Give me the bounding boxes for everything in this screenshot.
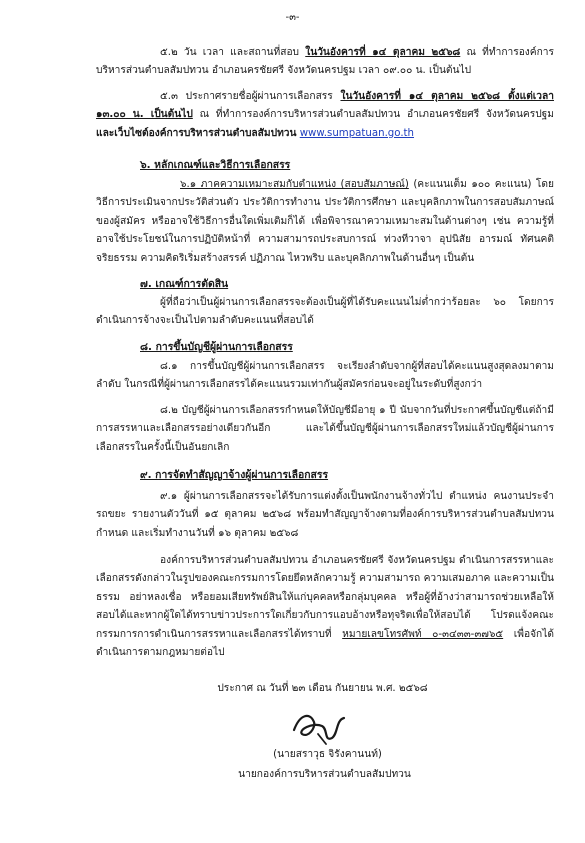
website-link[interactable]: www.sumpatuan.go.th bbox=[299, 127, 415, 139]
notice-post: เพื่อจักได้ดำเนินการตามกฎหมายต่อไป bbox=[96, 628, 554, 659]
notice-phone: หมายเลขโทรศัพท์ ๐-๓๔๓๓-๓๗๖๕ bbox=[342, 628, 504, 640]
s61-rest: (คะแนนเต็ม ๑๐๐ คะแนน) โดยวิธีการประเมินจากประวัติส่วนตัว ประวัติการทำงาน ประวัติการศึกษา และบุคลิกภาพในการสอบสัมภาษณ์ของผู้สมัคร หรืออาจใช้วิธีการอื่นใดเพิ่มเติมก็ได้ เพื่อพิจารณาความเหมาะสมในด้านต่างๆ เช่น ความรู้ที่อาจใช้ประโยชน์ในการปฏิบัติหน้าที่ ความสามารถประสบการณ์ ท่วงทีวาจา อุปนิสัย อารมณ์ ทัศนคติ จริยธรรม ความคิดริเริ่มสร้างสรรค์ ปฏิภาณ ไหวพริบ และบุคลิกภาพในด้านอื่นๆ เป็นต้น bbox=[96, 179, 554, 264]
s53-when: ในวันอังคารที่ ๑๔ ตุลาคม ๒๕๖๘ ตั้งแต่เวลา ๑๓.๐๐ น. เป็นต้นไป bbox=[96, 91, 554, 121]
notice-paragraph bbox=[96, 552, 554, 662]
s52-when: ในวันอังคารที่ ๑๔ ตุลาคม ๒๕๖๘ bbox=[305, 47, 461, 58]
s61-title: ๖.๑ ภาคความเหมาะสมกับตำแหน่ง (สอบสัมภาษณ์) bbox=[180, 179, 409, 190]
signer-title: นายกองค์การบริหารส่วนตำบลสัมปทวน bbox=[238, 769, 411, 780]
heading-9: ๙. การจัดทำสัญญาจ้างผู้ผ่านการเลือกสรร bbox=[140, 469, 329, 481]
notice-pre: องค์การบริหารส่วนตำบลสัมปทวน อำเภอนครชัยศรี จังหวัดนครปฐม ดำเนินการสรรหาและเลือกสรรดังกล่าวในรูปของคณะกรรมการโดยยึดหลักความรู้ ความสามารถ ความเสมอภาค และความเป็นธรรม อย่าหลงเชื่อ หรือยอมเสียทรัพย์สินให้แก่บุคคลหรือกลุ่มบุคคล หรือผู้ที่อ้างว่าสามารถช่วยเหลือให้สอบได้และหากผู้ใดได้ทราบข่าวประการใดเกี่ยวกับการแอบอ้างหรือทุจริตเพื่อให้สอบได้ โปรดแจ้งคณะกรรมการการดำเนินการสรรหาและเลือกสรรได้ทราบที่ bbox=[96, 555, 554, 640]
s52-post: ณ ที่ทำการองค์การบริหารส่วนตำบลสัมปทวน อำเภอนครชัยศรี จังหวัดนครปฐม เวลา ๐๙.๐๐ น. เป็นต้นไป bbox=[96, 47, 554, 77]
page-number: -๓- bbox=[285, 12, 300, 23]
section-6-1 bbox=[96, 176, 554, 268]
s53-mid: ณ ที่ทำการองค์การบริหารส่วนตำบลสัมปทวน อำเภอนครชัยศรี จังหวัดนครปฐม bbox=[199, 109, 554, 121]
heading-8: ๘. การขึ้นบัญชีผู้ผ่านการเลือกสรร bbox=[140, 341, 293, 353]
signer-name: (นายสราวุธ จิรังคานนท์) bbox=[273, 749, 382, 760]
s52-pre: ๕.๒ วัน เวลา และสถานที่สอบ bbox=[160, 47, 300, 58]
heading-6: ๖. หลักเกณฑ์และวิธีการเลือกสรร bbox=[140, 159, 291, 171]
s53-pre: ๕.๓ ประกาศรายชื่อผู้ผ่านการเลือกสรร bbox=[160, 91, 333, 102]
section-7: ผู้ที่ถือว่าเป็นผู้ผ่านการเลือกสรรจะต้องเป็นผู้ที่ได้รับคะแนนไม่ต่ำกว่าร้อยละ ๖๐ โดยการดำเนินการจ้างจะเป็นไปตามลำดับคะแนนที่สอบได้ bbox=[96, 297, 554, 327]
section-5-3 bbox=[96, 88, 554, 143]
signature-image bbox=[288, 708, 348, 748]
section-8-1: ๘.๑ การขึ้นบัญชีผู้ผ่านการเลือกสรร จะเรียงลำดับจากผู้ที่สอบได้คะแนนสูงสุดลงมาตามลำดับ ในกรณีที่ผู้ผ่านการเลือกสรรได้คะแนนรวมเท่ากันผู้สมัครก่อนจะอยู่ในระดับที่สูงกว่า bbox=[96, 361, 554, 391]
announce-date: ประกาศ ณ วันที่ ๒๓ เดือน กันยายน พ.ศ. ๒๕๖๘ bbox=[217, 683, 428, 694]
section-9-1: ๙.๑ ผู้ผ่านการเลือกสรรจะได้รับการแต่งตั้งเป็นพนักงานจ้างทั่วไป ตำแหน่ง คนงานประจำรถขยะ รายงานตัววันที่ ๑๕ ตุลาคม ๒๕๖๘ พร้อมทำสัญญาจ้างตามที่องค์การบริหารส่วนตำบลสัมปทวนกำหนด และเริ่มทำงานวันที่ ๑๖ ตุลาคม ๒๕๖๘ bbox=[96, 491, 554, 539]
section-8-2: ๘.๒ บัญชีผู้ผ่านการเลือกสรรกำหนดให้บัญชีมีอายุ ๑ ปี นับจากวันที่ประกาศขึ้นบัญชีแต่ถ้ามีการสรรหาและเลือกสรรอย่างเดียวกันอีก และได้ขึ้นบัญชีผู้ผ่านการเลือกสรรใหม่แล้วบัญชีผู้ผ่านการเลือกสรรในครั้งนี้เป็นอันยกเลิก bbox=[96, 405, 554, 453]
s53-site-label: และเว็บไซต์องค์การบริหารส่วนตำบลสัมปทวน bbox=[96, 127, 297, 139]
heading-7: ๗. เกณฑ์การตัดสิน bbox=[140, 278, 229, 290]
section-5-2 bbox=[96, 44, 554, 81]
